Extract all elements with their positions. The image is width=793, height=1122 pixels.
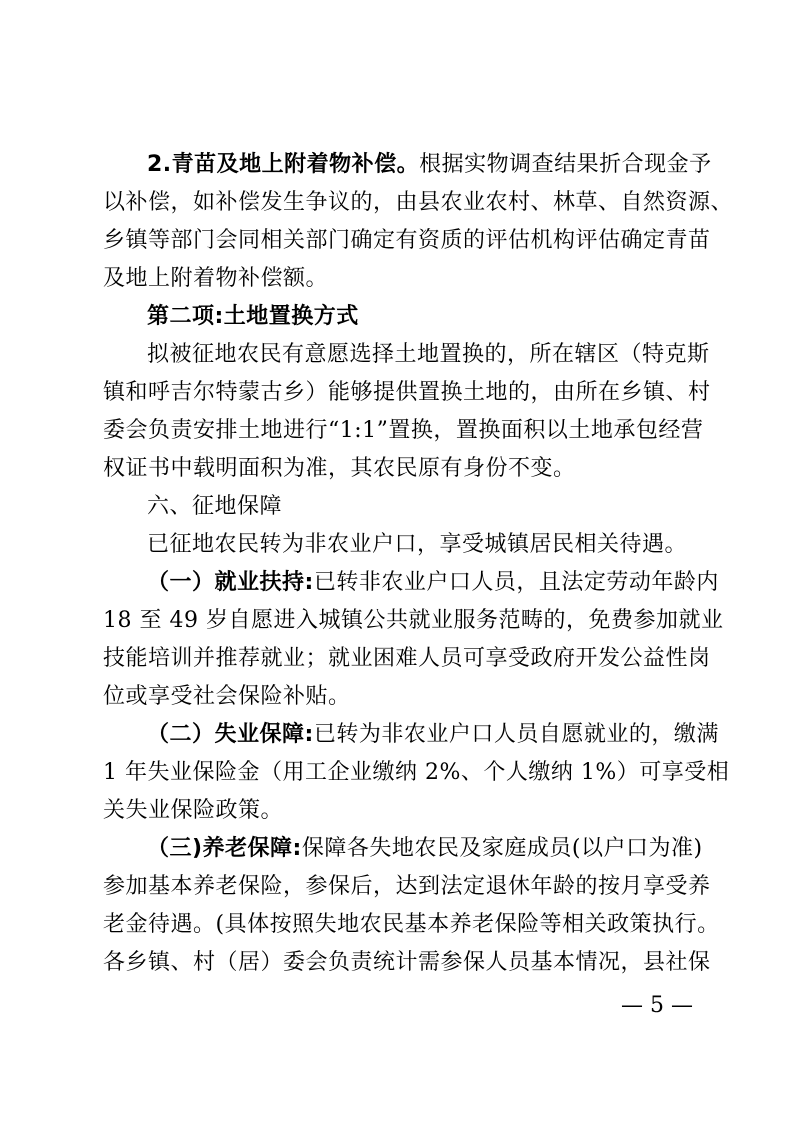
paragraph-line: 老金待遇。(具体按照失地农民基本养老保险等相关政策执行。 [103,912,720,937]
section-heading-inline: 2.青苗及地上附着物补偿。 [147,152,420,177]
paragraph-text: 已转为非农业户口人员自愿就业的，缴满 [313,722,719,747]
paragraph-line: 委会负责安排土地进行“1:1”置换，置换面积以土地承包经营 [103,418,704,443]
paragraph-line [103,146,712,184]
paragraph-line: 拟被征地农民有意愿选择土地置换的，所在辖区（特克斯 [147,342,710,367]
paragraph-line: 1 年失业保险金（用工企业缴纳 2%、个人缴纳 1%）可享受相 [103,760,730,785]
paragraph-line: 关失业保险政策。 [103,798,284,823]
paragraph-line [103,830,703,868]
paragraph-text: 保障各失地农民及家庭成员(以户口为准) [301,836,703,861]
paragraph-line: 技能培训并推荐就业；就业困难人员可享受政府开发公益性岗 [103,646,711,671]
paragraph-line [103,564,719,602]
paragraph-text: 已转非农业户口人员，且法定劳动年龄内 [313,570,719,595]
paragraph-line: 及地上附着物补偿额。 [103,266,329,291]
page-number: — 5 — [621,993,693,1018]
paragraph-line: 以补偿，如补偿发生争议的，由县农业农村、林草、自然资源、 [103,190,734,215]
paragraph-line: 位或享受社会保险补贴。 [103,684,351,709]
document-body [103,146,734,982]
subsection-heading-inline: （一）就业扶持: [147,570,314,595]
paragraph-line: 参加基本养老保险，参保后，达到法定退休年龄的按月享受养 [103,874,711,899]
paragraph-line: 权证书中载明面积为准，其农民原有身份不变。 [103,456,576,481]
subsection-heading-inline: （三)养老保障: [147,836,302,861]
paragraph-line: 18 至 49 岁自愿进入城镇公共就业服务范畴的，免费参加就业 [103,608,724,633]
subsection-heading-inline: （二）失业保障: [147,722,314,747]
paragraph-line: 已征地农民转为非农业户口，享受城镇居民相关待遇。 [147,532,688,557]
paragraph-line [103,716,719,754]
section-heading: 六、征地保障 [147,494,283,519]
section-heading: 第二项:土地置换方式 [147,304,359,329]
paragraph-line: 乡镇等部门会同相关部门确定有资质的评估机构评估确定青苗 [103,228,711,253]
paragraph-line: 镇和呼吉尔特蒙古乡）能够提供置换土地的，由所在乡镇、村 [103,380,711,405]
paragraph-text: 根据实物调查结果折合现金予 [419,152,712,177]
paragraph-line: 各乡镇、村（居）委会负责统计需参保人员基本情况，县社保 [103,950,711,975]
